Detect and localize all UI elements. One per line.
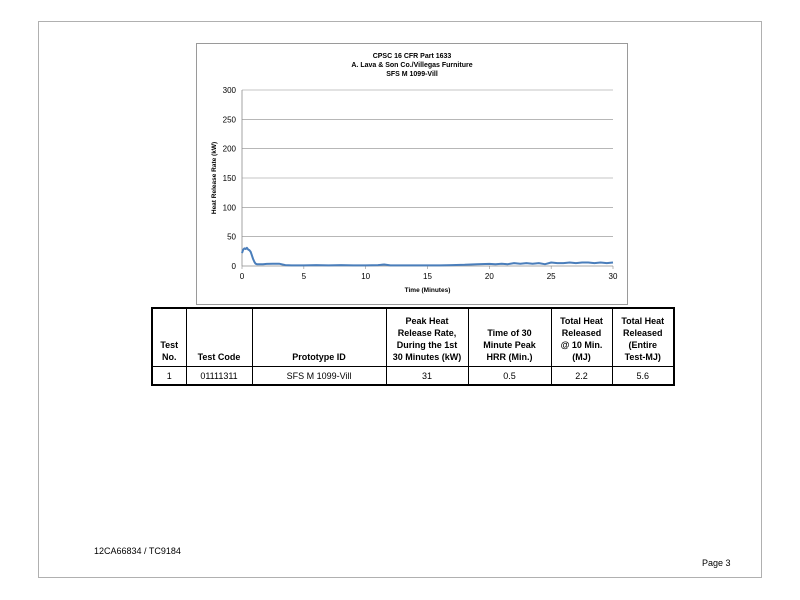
- table-header-cell: [252, 308, 386, 367]
- table-header-cell: [386, 308, 468, 367]
- table-header-cell: [551, 308, 612, 367]
- x-tick-label: 25: [546, 272, 556, 281]
- table-header-line: Test-MJ): [624, 352, 661, 362]
- hrr-chart: [196, 43, 628, 305]
- y-tick-label: 150: [222, 174, 236, 183]
- y-tick-label: 0: [231, 262, 236, 271]
- table-header-line: @ 10 Min.: [560, 340, 603, 350]
- table-header-line: Released: [622, 328, 663, 338]
- chart-plot: [197, 44, 627, 304]
- table-cell: 31: [386, 367, 468, 386]
- chart-axes: [242, 90, 613, 269]
- y-tick-label: 250: [222, 115, 236, 125]
- table-header-line: Peak Heat: [405, 316, 449, 326]
- table-header-cell: [612, 308, 674, 367]
- table-header-line: Release Rate,: [397, 328, 457, 338]
- chart-gridlines: [242, 90, 613, 237]
- y-axis-label: Heat Release Rate (kW): [211, 141, 218, 215]
- x-tick-label: 0: [239, 272, 245, 281]
- table-header-line: During the 1st: [396, 340, 458, 350]
- page-number: Page 3: [702, 558, 731, 568]
- chart-title-line-3: SFS M 1099-Vill: [386, 71, 438, 78]
- table-cell: 01111311: [186, 367, 252, 386]
- y-tick-label: 50: [227, 232, 236, 242]
- x-tick-label: 15: [423, 272, 432, 281]
- table-cell: SFS M 1099-Vill: [252, 367, 386, 386]
- table-header-line: No.: [162, 352, 177, 362]
- table-cell: 2.2: [551, 367, 612, 386]
- table-header-line: Prototype ID: [292, 352, 346, 362]
- table-header-cell: [468, 308, 551, 367]
- y-tick-label: 300: [222, 86, 236, 95]
- y-tick-label: 100: [222, 203, 236, 213]
- x-axis-label: Time (Minutes): [404, 287, 451, 294]
- x-tick-label: 30: [608, 272, 618, 281]
- table-header-line: Minute Peak: [483, 340, 536, 350]
- x-tick-label: 5: [301, 272, 307, 281]
- chart-series: [242, 248, 613, 266]
- table-body: [152, 367, 674, 386]
- table-header-line: (MJ): [572, 352, 591, 362]
- table-cell: 0.5: [468, 367, 551, 386]
- table-header-line: Test: [160, 340, 179, 350]
- table-header-line: HRR (Min.): [486, 352, 533, 362]
- table-header-row: [152, 308, 674, 367]
- y-tick-label: 200: [222, 144, 236, 154]
- table-header-line: (Entire: [628, 340, 657, 350]
- table-header-cell: [152, 308, 186, 367]
- x-tick-label: 10: [361, 272, 371, 281]
- table-cell: 5.6: [612, 367, 674, 386]
- table-header-cell: [186, 308, 252, 367]
- document-id: 12CA66834 / TC9184: [94, 546, 181, 556]
- table-header-line: Time of 30: [487, 328, 532, 338]
- chart-title-line-2: A. Lava & Son Co./Villegas Furniture: [351, 62, 473, 69]
- table-cell: 1: [152, 367, 186, 386]
- table-header-line: Total Heat: [621, 316, 665, 326]
- chart-title-line-1: CPSC 16 CFR Part 1633: [372, 53, 452, 60]
- table-row: [152, 367, 674, 386]
- chart-tick-labels: [223, 86, 618, 281]
- table-header-line: 30 Minutes (kW): [392, 352, 462, 362]
- table-header-line: Released: [561, 328, 602, 338]
- hrr-series-line: [242, 248, 613, 266]
- table-header-line: Total Heat: [560, 316, 603, 326]
- table-header-line: Test Code: [197, 352, 241, 362]
- x-tick-label: 20: [484, 272, 494, 281]
- results-table: [151, 307, 675, 386]
